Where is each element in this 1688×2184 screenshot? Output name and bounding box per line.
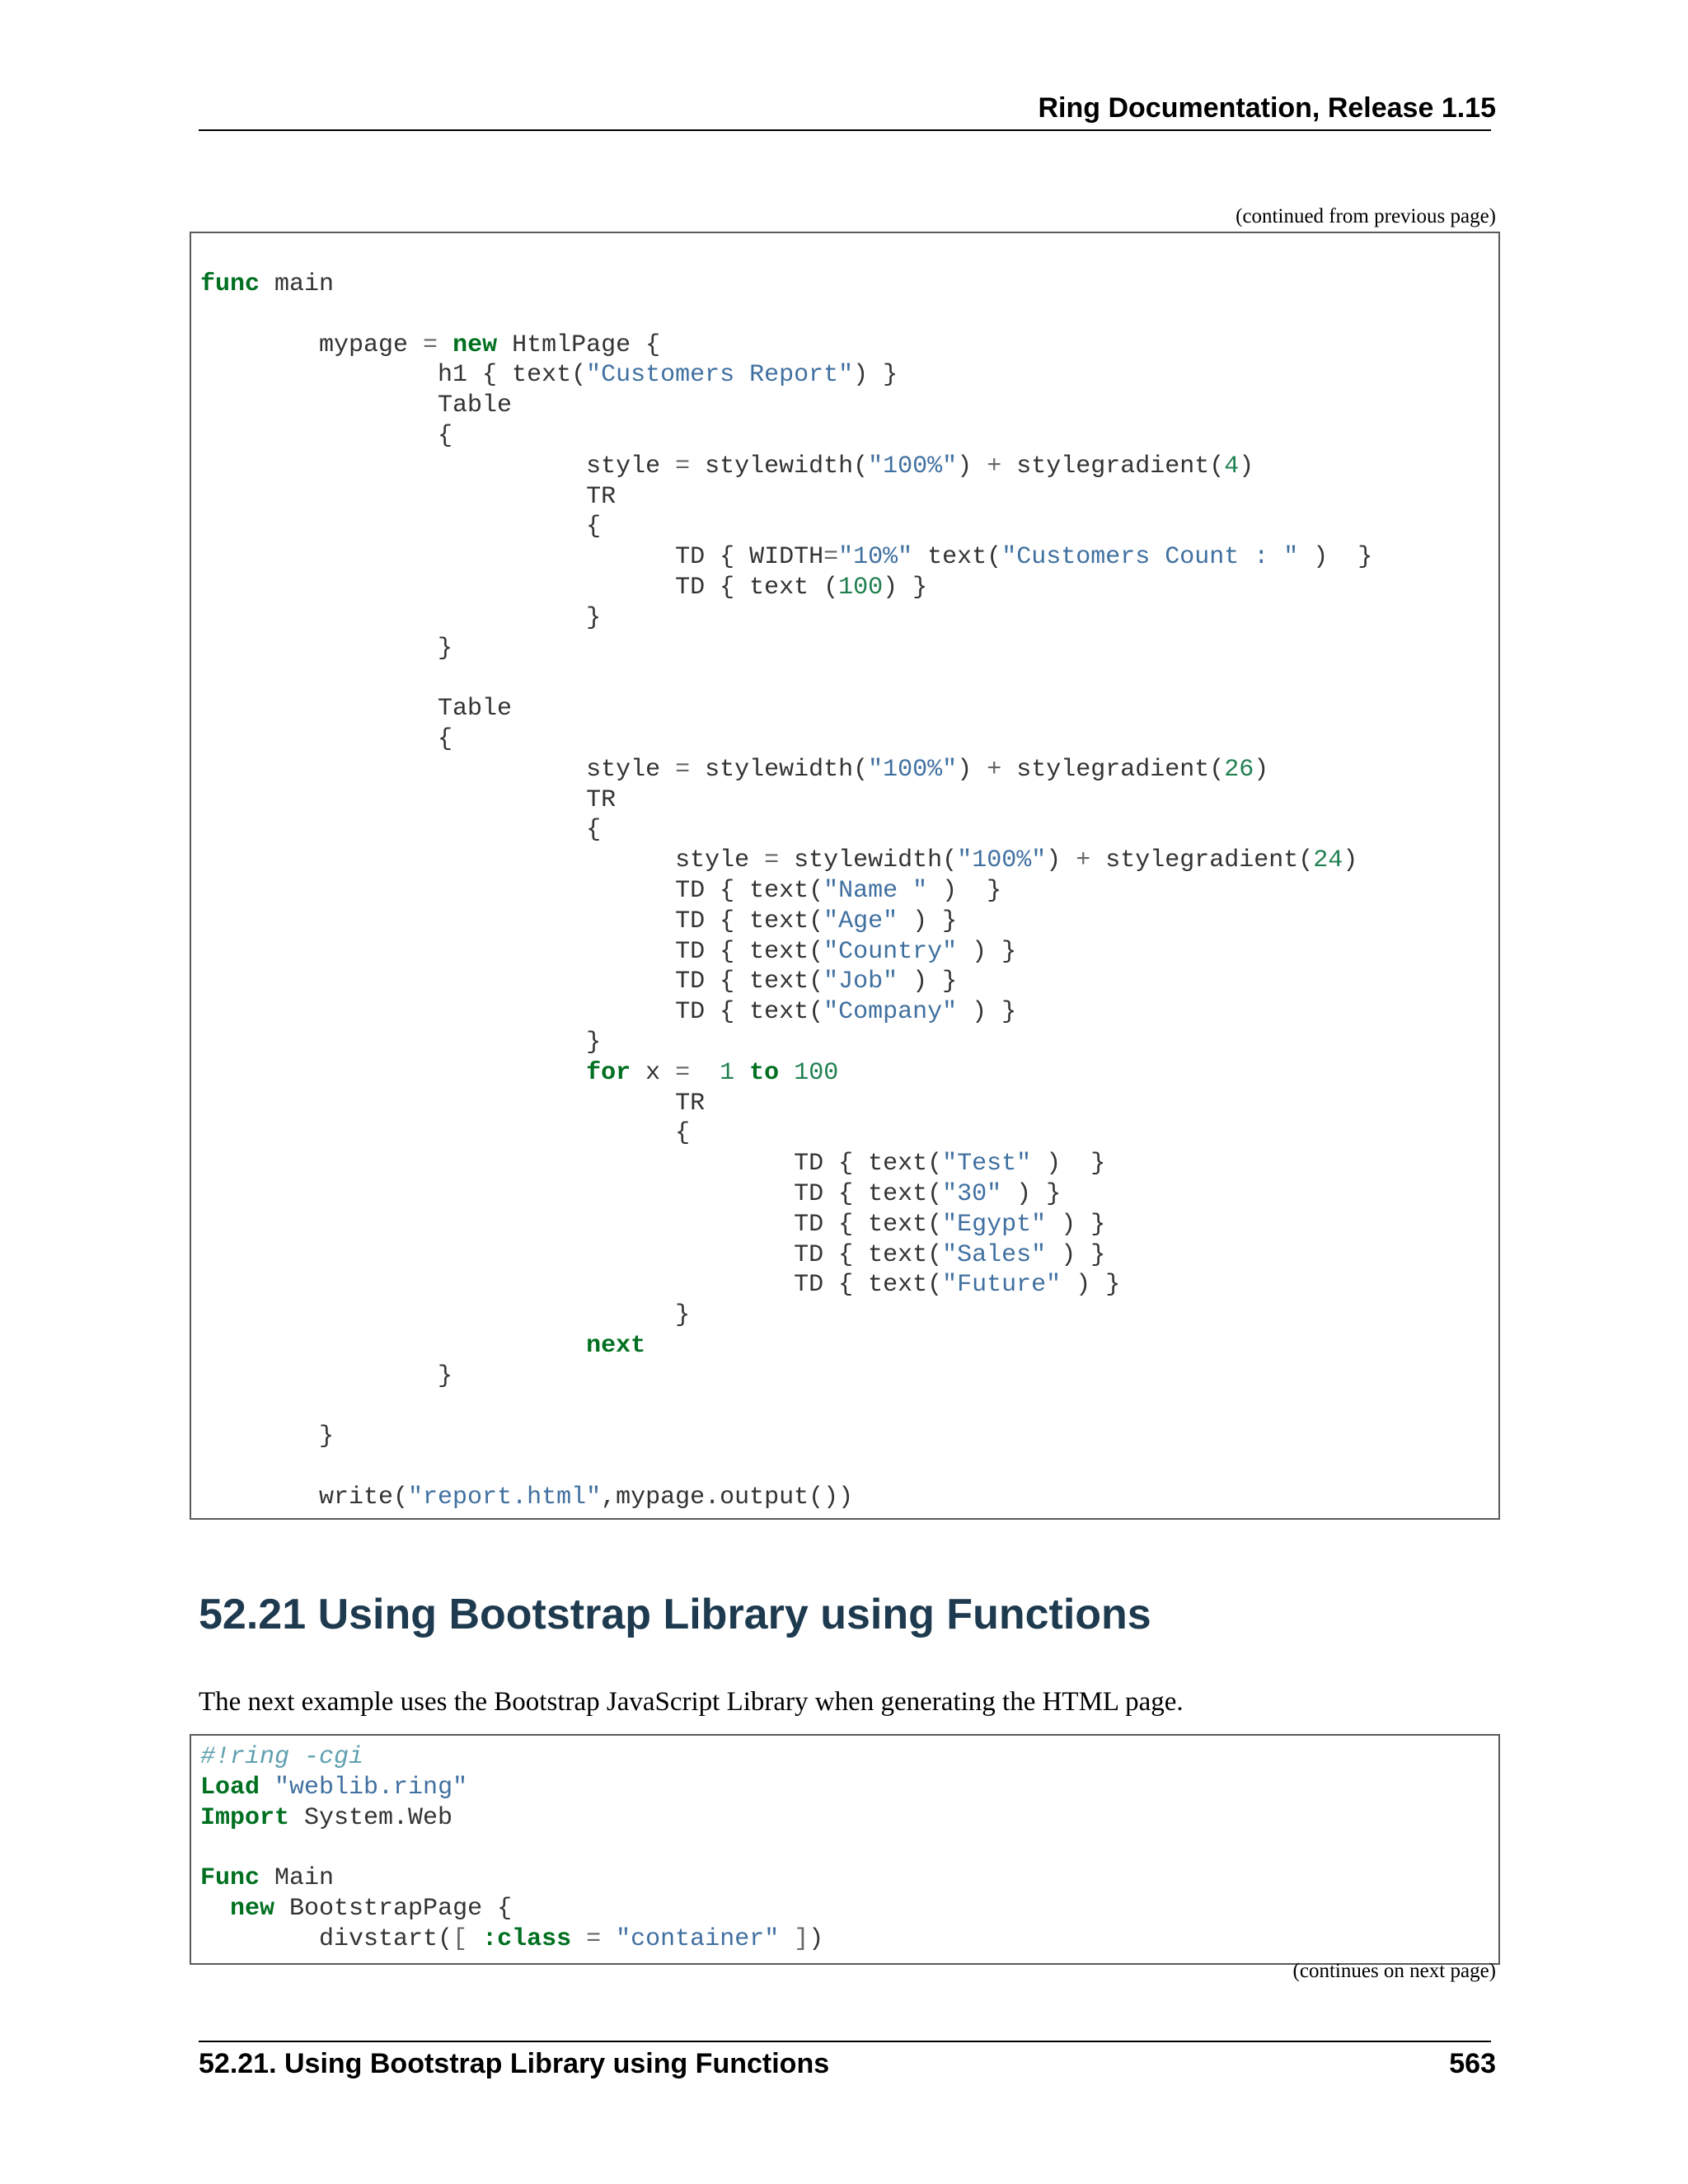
body-paragraph: The next example uses the Bootstrap JavaScript Library when generating the HTML page. — [199, 1687, 1184, 1717]
header-rule — [199, 129, 1491, 131]
section-heading: 52.21 Using Bootstrap Library using Functions — [199, 1591, 1151, 1638]
code-listing: #!ring -cgi Load "weblib.ring" Import System.Web Func Main new BootstrapPage { divstart([ :class = "container" ]) — [200, 1743, 824, 1953]
continued-from-previous-note: (continued from previous page) — [1236, 205, 1496, 227]
footer-rule — [199, 2041, 1491, 2042]
page-number: 563 — [1449, 2048, 1496, 2079]
running-header-title: Ring Documentation, Release 1.15 — [1038, 92, 1496, 124]
code-listing: func main mypage = new HtmlPage { h1 { text("Customers Report") } Table { style = stylewidth("100%") + stylegradient(4) TR { TD { WIDTH="10%" text("Customers Count : " ) } TD { text (100) } } } Table { style = stylewidth("100%") + stylegradient(26) TR { style = stylewidth("100%") + stylegradient(24) TD { text("Name " ) } TD { text("Age" ) } TD { text("Country" ) } TD { text("Job" ) } TD { text("Company" ) } } for x = 1 to 100 TR { TD { text("Test" ) } TD { text("30" ) } TD { text("Egypt" ) } TD { text("Sales" ) } TD { text("Future" ) } } next } } write("report.html",mypage.output()) — [200, 270, 1373, 1511]
code-block-bootstrap — [190, 1734, 1500, 1965]
footer-section-label: 52.21. Using Bootstrap Library using Functions — [199, 2048, 830, 2079]
continues-on-next-note: (continues on next page) — [1292, 1960, 1496, 1982]
code-block-report — [190, 232, 1500, 1520]
